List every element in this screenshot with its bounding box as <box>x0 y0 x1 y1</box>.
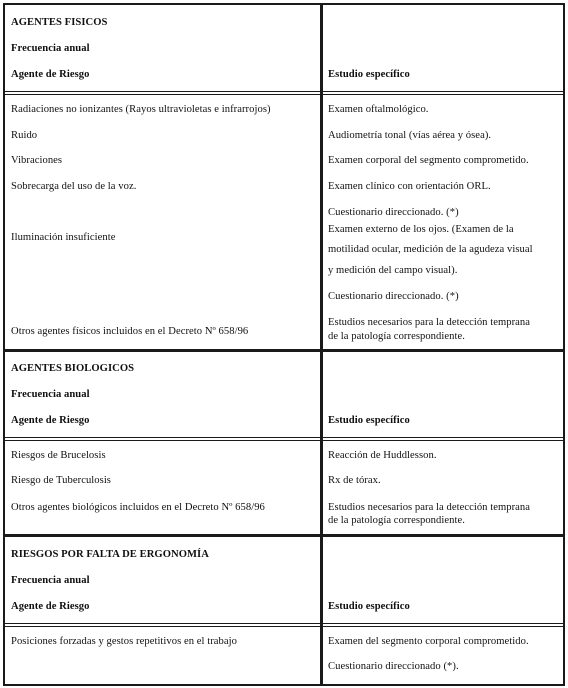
study-cell: Examen clínico con orientación ORL. <box>328 181 491 192</box>
agent-cell: Iluminación insuficiente <box>11 232 116 243</box>
study-cell: Audiometría tonal (vías aérea y ósea). <box>328 130 492 141</box>
study-cell: Rx de tórax. <box>328 475 381 486</box>
table-border-left <box>3 3 5 686</box>
table-border-right <box>563 3 565 686</box>
frequency-label: Frecuencia anual <box>11 43 90 54</box>
row-divider <box>3 626 565 627</box>
study-column-header: Estudio específico <box>328 601 410 612</box>
study-cell: Estudios necesarios para la detección temprana <box>328 502 531 513</box>
agent-cell: Vibraciones <box>11 155 63 166</box>
study-cell: Examen del segmento corporal comprometido. <box>328 636 529 647</box>
study-cell: Examen corporal del segmento comprometido. <box>328 155 529 166</box>
table-border-bottom <box>3 684 565 686</box>
row-divider <box>3 534 565 537</box>
agent-cell: Sobrecarga del uso de la voz. <box>11 181 137 192</box>
study-cell: Examen externo de los ojos. (Examen de la <box>328 224 514 235</box>
study-cell: Cuestionario direccionado (*). <box>328 661 459 672</box>
frequency-label: Frecuencia anual <box>11 575 90 586</box>
agent-cell: Otros agentes físicos incluidos en el Decreto Nº 658/96 <box>11 326 249 337</box>
study-cell: motilidad ocular, medición de la agudeza visual <box>328 244 533 255</box>
agent-column-header: Agente de Riesgo <box>11 415 90 426</box>
study-cell: de la patología correspondiente. <box>328 331 465 342</box>
agent-cell: Radiaciones no ionizantes (Rayos ultravioletas e infrarrojos) <box>11 104 271 115</box>
study-column-header: Estudio específico <box>328 69 410 80</box>
study-column-header: Estudio específico <box>328 415 410 426</box>
agent-column-header: Agente de Riesgo <box>11 69 90 80</box>
table-column-divider <box>320 3 323 686</box>
table-border-top <box>3 3 565 5</box>
study-cell: Cuestionario direccionado. (*) <box>328 291 459 302</box>
study-cell: Estudios necesarios para la detección temprana <box>328 317 531 328</box>
study-cell: Reacción de Huddlesson. <box>328 450 437 461</box>
agent-cell: Riesgos de Brucelosis <box>11 450 106 461</box>
row-divider <box>3 437 565 438</box>
frequency-label: Frecuencia anual <box>11 389 90 400</box>
row-divider <box>3 440 565 441</box>
section-heading: RIESGOS POR FALTA DE ERGONOMÍA <box>11 549 209 560</box>
agent-column-header: Agente de Riesgo <box>11 601 90 612</box>
row-divider <box>3 91 565 92</box>
row-divider <box>3 623 565 624</box>
agent-cell: Ruido <box>11 130 38 141</box>
study-cell: y medición del campo visual). <box>328 265 458 276</box>
agent-cell: Riesgo de Tuberculosis <box>11 475 111 486</box>
agent-cell: Posiciones forzadas y gestos repetitivos en el trabajo <box>11 636 237 647</box>
study-cell: de la patología correspondiente. <box>328 515 465 526</box>
row-divider <box>3 94 565 95</box>
row-divider <box>3 349 565 352</box>
section-heading: AGENTES FISICOS <box>11 17 108 28</box>
study-cell: Cuestionario direccionado. (*) <box>328 207 459 218</box>
section-heading: AGENTES BIOLOGICOS <box>11 363 135 374</box>
study-cell: Examen oftalmológico. <box>328 104 429 115</box>
agent-cell: Otros agentes biológicos incluidos en el Decreto Nº 658/96 <box>11 502 265 513</box>
